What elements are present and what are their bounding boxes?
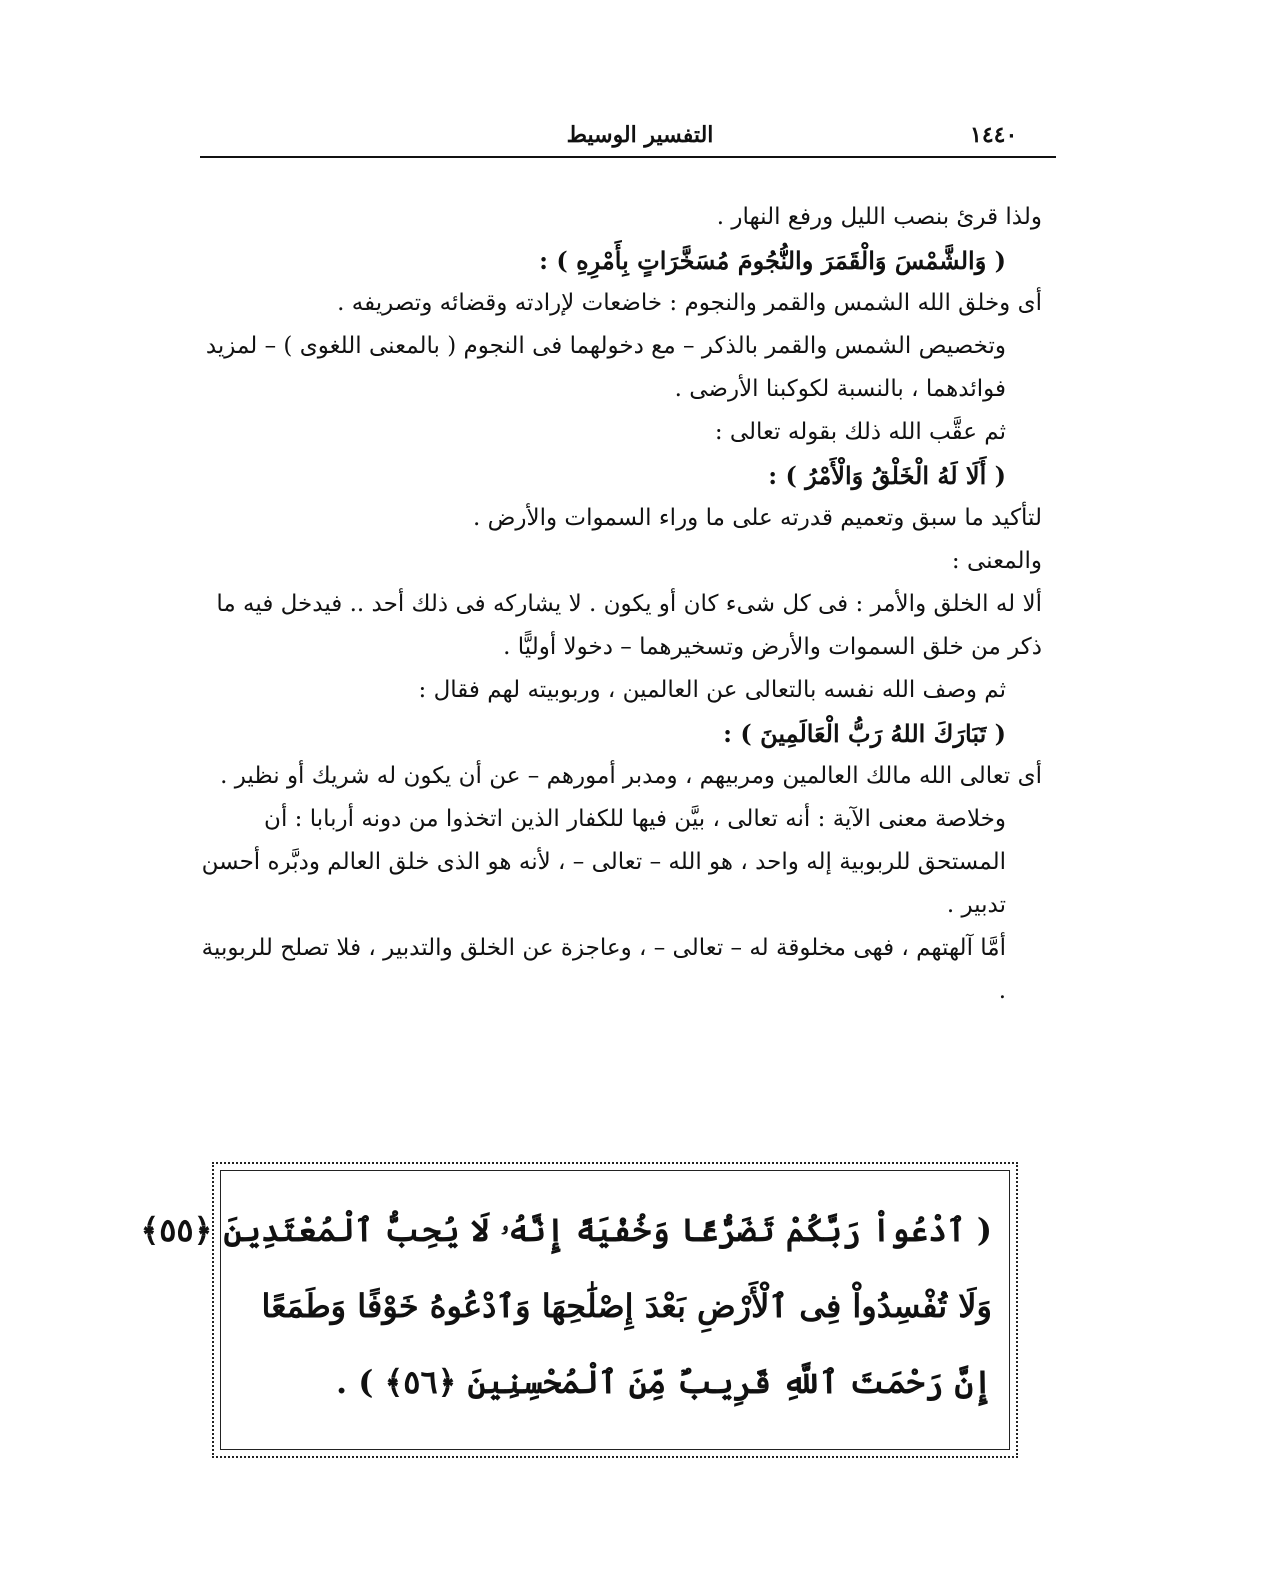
paragraph: ولذا قرئ بنصب الليل ورفع النهار .	[716, 204, 1042, 230]
page-number: ١٤٤٠	[970, 122, 1018, 148]
page-header	[200, 122, 1056, 154]
header-rule	[200, 156, 1056, 158]
paragraph: لتأكيد ما سبق وتعميم قدرته على ما وراء السموات والأرض .	[472, 505, 1042, 531]
paragraph: ثم عقَّب الله ذلك بقوله تعالى :	[714, 419, 1006, 445]
paragraph: أى تعالى الله مالك العالمين ومربيهم ، ومدبر أمورهم – عن أن يكون له شريك أو نظير .	[220, 763, 1042, 789]
paragraph: ثم وصف الله نفسه بالتعالى عن العالمين ، وربوبيته لهم فقال :	[418, 677, 1006, 703]
quoted-verse: ( أَلَا لَهُ الْخَلْقُ وَالْأَمْرُ ) :	[768, 461, 1006, 490]
paragraph: والمعنى :	[951, 548, 1042, 574]
verse-line: وَلَا تُفْسِدُواْ فِى ٱلْأَرْضِ بَعْدَ إِصْلَٰحِهَا وَٱدْعُوهُ خَوْفًا وَطَمَعًا	[261, 1287, 992, 1325]
paragraph: أى وخلق الله الشمس والقمر والنجوم : خاضعات لإرادته وقضائه وتصريفه .	[337, 290, 1042, 316]
paragraph: وخلاصة معنى الآية : أنه تعالى ، بيَّن فيها للكفار الذين اتخذوا من دونه أربابا : أن المستحق للربوبية إله واحد ، هو الله – تعالى – ، لأنه هو الذى خلق العالم ودبَّره أحسن تدبير .	[201, 806, 1006, 918]
quran-verse-frame	[140, 1162, 1018, 1458]
paragraph: وتخصيص الشمس والقمر بالذكر – مع دخولهما فى النجوم ( بالمعنى اللغوى ) – لمزيد فوائدهما ، بالنسبة لكوكبنا الأرضى .	[205, 333, 1006, 402]
quran-verse-text	[140, 1192, 992, 1420]
running-title: التفسير الوسيط	[566, 122, 714, 148]
paragraph: ألا له الخلق والأمر : فى كل شىء كان أو يكون . لا يشاركه فى ذلك أحد .. فيدخل فيه ما ذكر من خلق السموات والأرض وتسخيرهما – دخولا أوليًّا .	[216, 591, 1042, 660]
verse-line: ( ٱدْعُواْ رَبَّكُمْ تَضَرُّعًا وَخُفْيَةً إِنَّهُۥ لَا يُحِبُّ ٱلْمُعْتَدِينَ ﴿٥٥﴾	[140, 1211, 992, 1249]
quoted-verse: ( تَبَارَكَ اللهُ رَبُّ الْعَالَمِينَ ) :	[723, 719, 1006, 748]
verse-line: إِنَّ رَحْمَتَ ٱللَّهِ قَرِيبٌ مِّنَ ٱلْمُحْسِنِينَ ﴿٥٦﴾ ) .	[335, 1363, 992, 1401]
quoted-verse: ( وَالشَّمْسَ وَالْقَمَرَ والنُّجُومَ مُسَخَّرَاتٍ بِأَمْرِهِ ) :	[539, 246, 1006, 275]
commentary-text	[192, 196, 1042, 1013]
paragraph: أمَّا آلهتهم ، فهى مخلوقة له – تعالى – ، وعاجزة عن الخلق والتدبير ، فلا تصلح للربوبية .	[201, 935, 1006, 1004]
